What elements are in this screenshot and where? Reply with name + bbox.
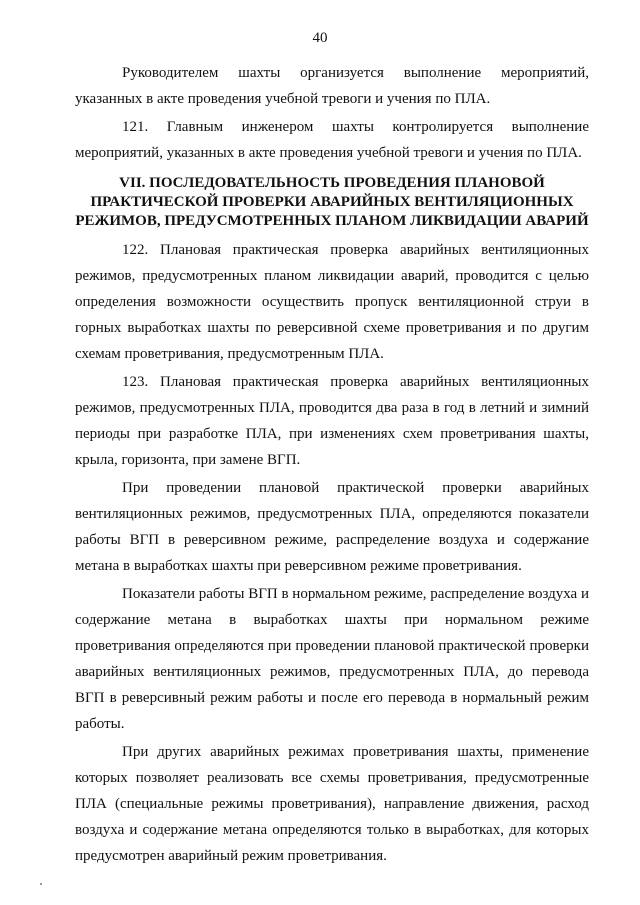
paragraph-121: 121. Главным инженером шахты контролируется выполнение мероприятий, указанных в акте проведения учебной тревоги и учения по ПЛА. xyxy=(75,119,589,161)
paragraph-leader-organizes: Руководителем шахты организуется выполнение мероприятий, указанных в акте проведения учебной тревоги и учения по ПЛА. xyxy=(75,65,589,107)
scan-speck xyxy=(40,883,42,885)
page-number: 40 xyxy=(312,30,328,46)
paragraph-normal-mode: Показатели работы ВГП в нормальном режиме, распределение воздуха и содержание метана в выработках шахты при нормальном режиме проветривания определяются при проведении плановой практической проверки аварийных вентиляционных режимов, предусмотренных ПЛА, до перевода ВГП в реверсивный режим работы и после его перевода в нормальный режим работы. xyxy=(75,586,589,732)
paragraph-other-modes: При других аварийных режимах проветривания шахты, применение которых позволяет реализовать все схемы проветривания, предусмотренные ПЛА (специальные режимы проветривания), направление движения, расход воздуха и содержание метана определяются только в выработках, для которых предусмотрен аварийный режим проветривания. xyxy=(75,744,589,864)
section-heading-line-2: ПРАКТИЧЕСКОЙ ПРОВЕРКИ АВАРИЙНЫХ ВЕНТИЛЯЦИОННЫХ xyxy=(90,194,574,210)
paragraph-planned-check: При проведении плановой практической проверки аварийных вентиляционных режимов, предусмотренных ПЛА, определяются показатели работы ВГП в реверсивном режиме, распределение воздуха и содержание метана в выработках шахты при реверсивном режиме проветривания. xyxy=(75,480,589,574)
section-heading-line-1: VII. ПОСЛЕДОВАТЕЛЬНОСТЬ ПРОВЕДЕНИЯ ПЛАНОВОЙ xyxy=(119,175,545,191)
section-heading-line-3: РЕЖИМОВ, ПРЕДУСМОТРЕННЫХ ПЛАНОМ ЛИКВИДАЦИИ АВАРИЙ xyxy=(75,213,589,229)
paragraph-122: 122. Плановая практическая проверка аварийных вентиляционных режимов, предусмотренных планом ликвидации аварий, проводится с целью определения возможности осуществить пропуск вентиляционной струи в горных выработках шахты по реверсивной схеме проветривания и по другим схемам проветривания, предусмотренным ПЛА. xyxy=(75,242,589,362)
paragraph-123: 123. Плановая практическая проверка аварийных вентиляционных режимов, предусмотренных ПЛА, проводится два раза в год в летний и зимний периоды при разработке ПЛА, при изменениях схем проветривания шахты, крыла, горизонта, при замене ВГП. xyxy=(75,374,589,468)
page-content xyxy=(75,60,589,869)
section-heading xyxy=(75,174,589,231)
